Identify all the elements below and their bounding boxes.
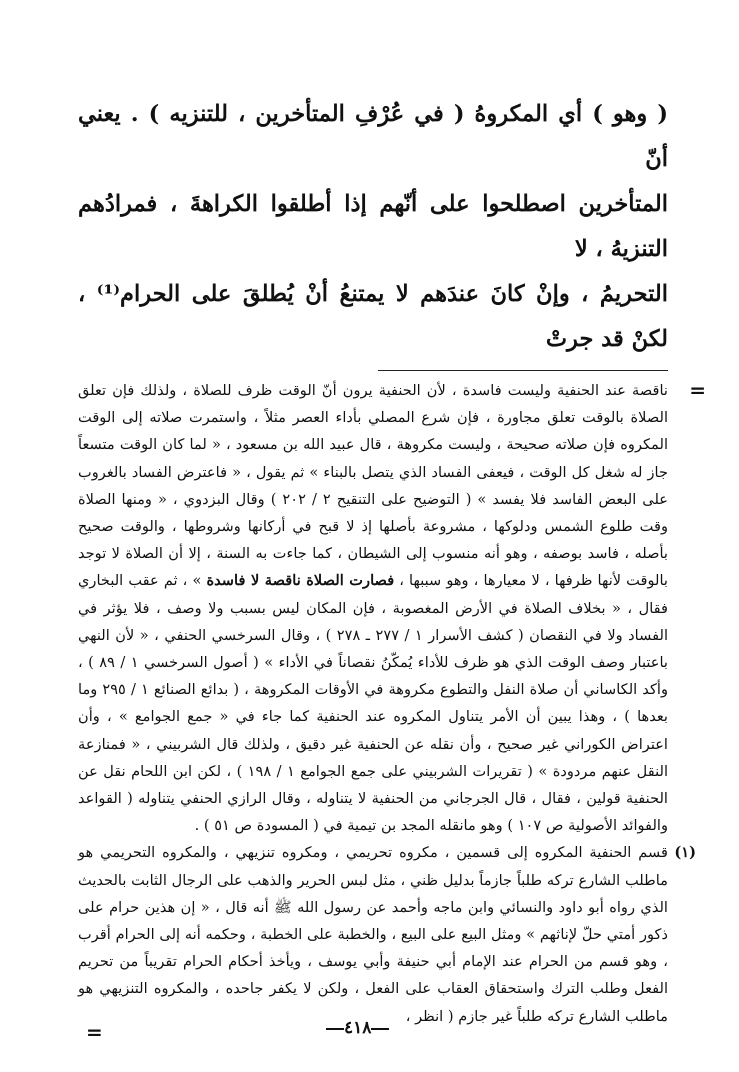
- footnote-text: ناقصة عند الحنفية وليست فاسدة ، لأن الحنفية يرون أنّ الوقت ظرف للصلاة ، ولذلك فإن تعلق الصلاة بالوقت تعلق مجاورة ، فإن شرع المصلي بأداء العصر مثلاً ، واستمرت صلاته إلى الوقت المكروه فإن صلاته صحيحة ، وليست مكروهة ، قال عبيد الله بن مسعود ، « لما كان الوقت متسعاً جاز له شغل كل الوقت ، فيعفى الفساد الذي يتصل بالبناء » ثم يقول ، « فاعترض الفساد بالغروب على البعض الفاسد فلا يفسد » ( التوضيح على التنقيح ٢ / ٢٠٢ ) وقال البزدوي ، « ومنها الصلاة وقت طلوع الشمس ودلوكها ، مشروعة بأصلها إذ لا قبح في أركانها وشروطها ، والوقت صحيح بأصله ، فاسد بوصفه ، وهو أنه منسوب إلى الشيطان ، كما جاءت به السنة ، إلا أن الصلاة لا توجد بالوقت لأنها ظرفها ، لا معيارها ، وهو سببها ،: [78, 382, 668, 590]
- footnotes: [78, 377, 706, 1030]
- footnote-continued: [78, 377, 668, 839]
- main-text-line: المتأخرين اصطلحوا على أنّهم إذا أطلقوا الكراهةَ ، فمرادُهم التنزيهُ ، لا: [78, 191, 668, 262]
- main-text: [78, 92, 668, 362]
- footnote-text: قسم الحنفية المكروه إلى قسمين ، مكروه تحريمي ، ومكروه تنزيهي ، والمكروه التحريمي هو ماطلب الشارع تركه طلباً جازماً بدليل ظني ، مثل لبس الحرير والذهب على الرجال الثابت بالحديث الذي رواه أبو داود والنسائي وابن ماجه وأحمد عن رسول الله ﷺ أنه قال ، « إن هذين حرام على ذكور أمتي حلّ لإناثهم » ومثل البيع على البيع ، والخطبة على الخطبة ، وحكمه أنه إلى الحرام أقرب ، وهو قسم من الحرام عند الإمام أبي حنيفة وأبي يوسف ، ويأخذ أحكام الحرام تقريباً من تحريم الفعل وطلب الترك واستحقاق العقاب على الفعل ، ولكن لا يكفر جاحده ، والمكروه التنزيهي هو ماطلب الشارع تركه طلباً غير جازم ( انظر ،: [78, 844, 668, 1025]
- continuation-marker: =: [689, 378, 706, 402]
- main-text-line: التحريمُ ، وإنْ كانَ عندَهم لا يمتنعُ أنْ يُطلقَ على الحرام⁽¹⁾ ، لكنْ قد جرتْ: [78, 281, 668, 352]
- bold-phrase: فصارت الصلاة ناقصة لا فاسدة: [206, 572, 395, 590]
- page-number: ٤١٨: [326, 1018, 389, 1038]
- continues-marker: =: [86, 1020, 103, 1044]
- page-body: [78, 92, 706, 1030]
- main-text-line: ( وهو ) أي المكروهُ ( في عُرْفِ المتأخرين ، للتنزيه ) . يعني أنّ: [78, 101, 668, 172]
- footnote-text: » ، ثم عقب البخاري فقال ، « بخلاف الصلاة في الأرض المغصوبة ، فإن المكان ليس بسبب ولا وصف ، فلا يؤثر في الفساد ولا في النقصان ( كشف الأسرار ١ / ٢٧٧ ـ ٢٧٨ ) ، وقال السرخسي الحنفي ، « لأن النهي باعتبار وصف الوقت الذي هو ظرف للأداء يُمكّنُ نقصاناً في الأداء » ( أصول السرخسي ١ / ٨٩ ) ، وأكد الكاساني أن صلاة النفل والتطوع مكروهة في الأوقات المكروهة ، ( بدائع الصنائع ١ / ٢٩٥ وما بعدها ) ، وهذا يبين أن الأمر يتناول المكروه عند الحنفية كما جاء في « جمع الجوامع » ، وأن اعتراض الكوراني غير صحيح ، وأن نقله عن الحنفية غير دقيق ، ولذلك قال الشربيني ، « فمنازعة النقل عنهم مردودة » ( تقريرات الشربيني على جمع الجوامع ١ / ١٩٨ ) ، لكن ابن اللحام نقل عن الحنفية قولين ، فقال ، قال الجرجاني من الحنفية لا يتناوله ، وقال الرازي الحنفي يتناوله ( القواعد والفوائد الأصولية ص ١٠٧ ) وهو مانقله المجد بن تيمية في ( المسودة ص ٥١ ) .: [78, 572, 669, 835]
- footnote-number: (١): [674, 844, 696, 862]
- footnote-1: [78, 839, 696, 1029]
- footnote-separator: [378, 370, 668, 371]
